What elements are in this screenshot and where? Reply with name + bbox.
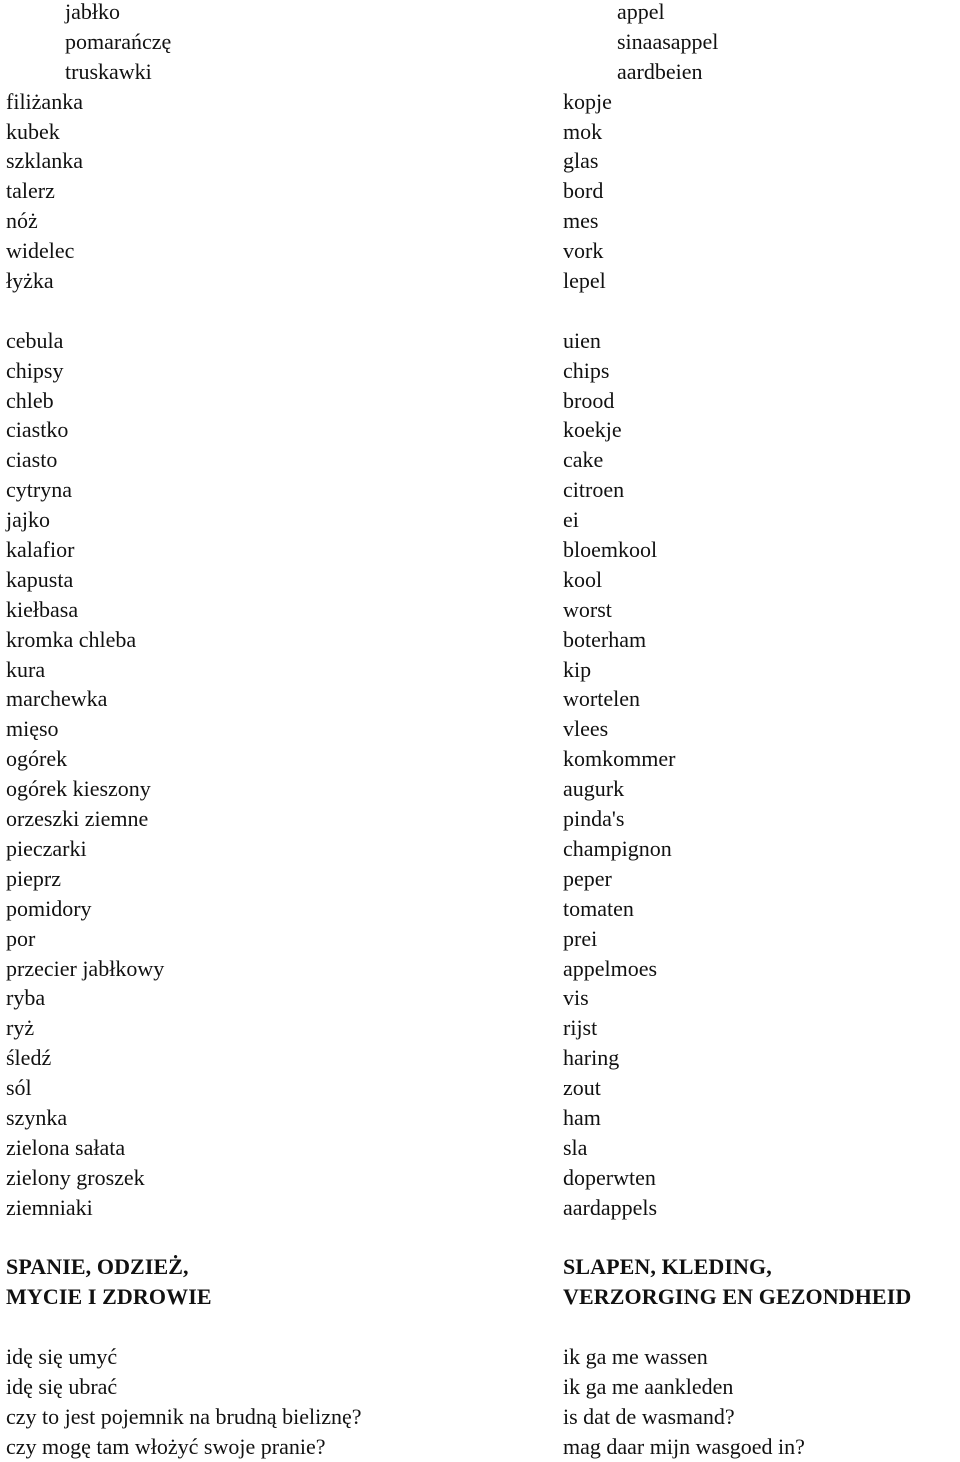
- list-item: boterham: [563, 626, 647, 652]
- spacer: [6, 296, 362, 326]
- list-item: mok: [563, 118, 603, 144]
- list-item: kopje: [563, 88, 612, 114]
- section-heading: SPANIE, ODZIEŻ,: [6, 1254, 189, 1280]
- list-item: kromka chleba: [6, 626, 137, 652]
- list-item: pomidory: [6, 895, 92, 921]
- list-item: cebula: [6, 327, 64, 353]
- list-item: kura: [6, 656, 46, 682]
- list-item: filiżanka: [6, 88, 83, 114]
- list-item: chipsy: [6, 357, 64, 383]
- list-item: truskawki: [65, 58, 152, 84]
- list-item: aardappels: [563, 1194, 658, 1220]
- list-item: jajko: [6, 507, 50, 533]
- list-item: tomaten: [563, 895, 634, 921]
- list-item: pieczarki: [6, 835, 87, 861]
- list-item: ogórek: [6, 746, 68, 772]
- list-item: vork: [563, 238, 604, 264]
- list-item: cake: [563, 447, 604, 473]
- section-heading: VERZORGING EN GEZONDHEID: [563, 1284, 912, 1310]
- list-item: kubek: [6, 118, 60, 144]
- list-item: uien: [563, 327, 601, 353]
- list-item: mag daar mijn wasgoed in?: [563, 1433, 805, 1459]
- spacer: [563, 296, 911, 326]
- list-item: peper: [563, 865, 612, 891]
- list-item: komkommer: [563, 746, 676, 772]
- list-item: augurk: [563, 776, 625, 802]
- dutch-column: [563, 0, 911, 1462]
- list-item: prei: [563, 925, 598, 951]
- spacer: [6, 1223, 362, 1253]
- list-item: szklanka: [6, 148, 83, 174]
- list-item: por: [6, 925, 36, 951]
- list-item: ogórek kieszony: [6, 776, 151, 802]
- list-item: idę się ubrać: [6, 1373, 118, 1399]
- list-item: czy to jest pojemnik na brudną bieliznę?: [6, 1403, 362, 1429]
- list-item: haring: [563, 1045, 620, 1071]
- list-item: appel: [617, 0, 665, 24]
- list-item: śledź: [6, 1045, 52, 1071]
- list-item: mes: [563, 208, 599, 234]
- list-item: koekje: [563, 417, 622, 443]
- list-item: orzeszki ziemne: [6, 806, 149, 832]
- list-item: ik ga me wassen: [563, 1344, 708, 1370]
- list-item: zielony groszek: [6, 1164, 145, 1190]
- list-item: sla: [563, 1134, 588, 1160]
- section-heading: MYCIE I ZDROWIE: [6, 1284, 212, 1310]
- list-item: ik ga me aankleden: [563, 1373, 734, 1399]
- list-item: kool: [563, 566, 603, 592]
- list-item: ciastko: [6, 417, 69, 443]
- list-item: ham: [563, 1104, 601, 1130]
- list-item: idę się umyć: [6, 1344, 118, 1370]
- list-item: is dat de wasmand?: [563, 1403, 735, 1429]
- list-item: sól: [6, 1075, 32, 1101]
- list-item: szynka: [6, 1104, 68, 1130]
- list-item: ryż: [6, 1015, 35, 1041]
- list-item: kapusta: [6, 566, 74, 592]
- list-item: ziemniaki: [6, 1194, 93, 1220]
- list-item: mięso: [6, 716, 59, 742]
- list-item: pomarańczę: [65, 28, 172, 54]
- list-item: cytryna: [6, 477, 72, 503]
- list-item: marchewka: [6, 686, 108, 712]
- list-item: zielona sałata: [6, 1134, 126, 1160]
- list-item: czy mogę tam włożyć swoje pranie?: [6, 1433, 326, 1459]
- spacer: [6, 1312, 362, 1342]
- list-item: doperwten: [563, 1164, 656, 1190]
- list-item: brood: [563, 387, 615, 413]
- list-item: przecier jabłkowy: [6, 955, 165, 981]
- list-item: lepel: [563, 268, 606, 294]
- list-item: łyżka: [6, 268, 54, 294]
- list-item: rijst: [563, 1015, 598, 1041]
- list-item: kiełbasa: [6, 596, 79, 622]
- spacer: [563, 1223, 911, 1253]
- list-item: talerz: [6, 178, 55, 204]
- list-item: nóż: [6, 208, 38, 234]
- list-item: pieprz: [6, 865, 61, 891]
- list-item: bord: [563, 178, 604, 204]
- list-item: chleb: [6, 387, 54, 413]
- list-item: pinda's: [563, 806, 625, 832]
- list-item: champignon: [563, 835, 672, 861]
- list-item: bloemkool: [563, 537, 658, 563]
- list-item: zout: [563, 1075, 601, 1101]
- list-item: kalafior: [6, 537, 75, 563]
- list-item: ciasto: [6, 447, 58, 473]
- list-item: worst: [563, 596, 612, 622]
- list-item: glas: [563, 148, 599, 174]
- list-item: kip: [563, 656, 592, 682]
- list-item: vis: [563, 985, 589, 1011]
- list-item: sinaasappel: [617, 28, 719, 54]
- section-heading: SLAPEN, KLEDING,: [563, 1254, 772, 1280]
- list-item: widelec: [6, 238, 75, 264]
- list-item: citroen: [563, 477, 625, 503]
- list-item: appelmoes: [563, 955, 658, 981]
- polish-column: [6, 0, 362, 1462]
- list-item: wortelen: [563, 686, 640, 712]
- list-item: vlees: [563, 716, 609, 742]
- list-item: jabłko: [65, 0, 120, 24]
- list-item: chips: [563, 357, 610, 383]
- list-item: aardbeien: [617, 58, 703, 84]
- list-item: ryba: [6, 985, 46, 1011]
- list-item: ei: [563, 507, 579, 533]
- spacer: [563, 1312, 911, 1342]
